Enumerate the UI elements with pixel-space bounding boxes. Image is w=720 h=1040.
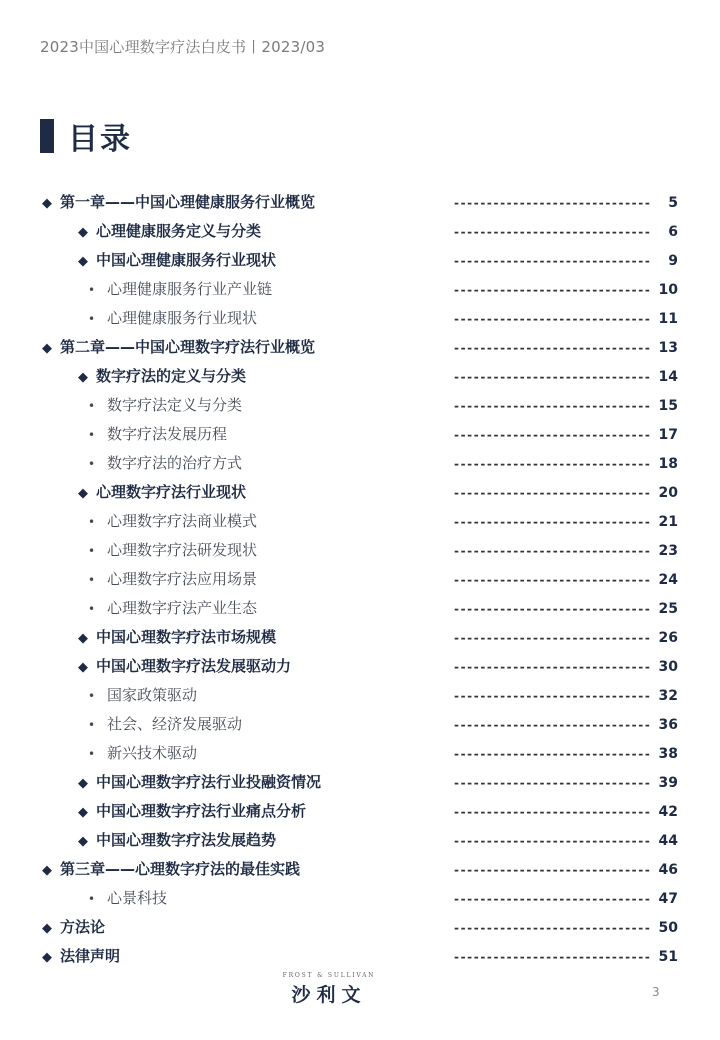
toc-entry[interactable] — [0, 768, 720, 797]
toc-entry[interactable] — [0, 594, 720, 623]
toc-leader-dashes: ------------------------------ — [454, 399, 652, 413]
bullet-icon: • — [88, 892, 96, 906]
toc-page-number: 50 — [658, 920, 678, 936]
toc-page-number: 23 — [658, 543, 678, 559]
bullet-icon: • — [88, 457, 96, 471]
toc-page-number: 32 — [658, 688, 678, 704]
toc-entry[interactable] — [0, 449, 720, 478]
toc-page-number: 44 — [658, 833, 678, 849]
toc-entry-label: 中国心理健康服务行业现状 — [96, 251, 277, 269]
toc-entry-label: 数字疗法的治疗方式 — [107, 454, 243, 472]
bullet-icon: • — [88, 515, 96, 529]
toc-entry[interactable] — [0, 797, 720, 826]
toc-entry-label-group — [42, 913, 105, 942]
toc-entry-label: 心理数字疗法产业生态 — [107, 599, 258, 617]
toc-entry-label: 社会、经济发展驱动 — [107, 715, 243, 733]
toc-page-number: 39 — [658, 775, 678, 791]
toc-page-number: 46 — [658, 862, 678, 878]
toc-entry-label: 新兴技术驱动 — [107, 744, 198, 762]
toc-page-number: 21 — [658, 514, 678, 530]
toc-leader-dashes: ------------------------------ — [454, 254, 652, 268]
bullet-icon: • — [88, 602, 96, 616]
toc-entry-label-group — [88, 681, 197, 710]
toc-entry-label: 心理数字疗法商业模式 — [107, 512, 258, 530]
diamond-icon: ◆ — [42, 950, 52, 965]
toc-entry-label: 心理健康服务行业现状 — [107, 309, 258, 327]
frost-sullivan-logo — [274, 972, 384, 1007]
toc-entry-label: 国家政策驱动 — [107, 686, 198, 704]
toc-entry-label-group — [88, 565, 257, 594]
toc-leader-dashes: ------------------------------ — [454, 428, 652, 442]
toc-entry-label-group — [42, 188, 315, 217]
bullet-icon: • — [88, 718, 96, 732]
toc-entry[interactable] — [0, 565, 720, 594]
toc-leader-dashes: ------------------------------ — [454, 892, 652, 906]
toc-leader-dashes: ------------------------------ — [454, 776, 652, 790]
toc-entry-label-group — [88, 594, 257, 623]
toc-leader-dashes: ------------------------------ — [454, 283, 652, 297]
toc-page-number: 17 — [658, 427, 678, 443]
toc-leader-dashes: ------------------------------ — [454, 631, 652, 645]
toc-page-number: 24 — [658, 572, 678, 588]
bullet-icon: • — [88, 312, 96, 326]
bullet-icon: • — [88, 428, 96, 442]
toc-entry-label: 心理数字疗法研发现状 — [107, 541, 258, 559]
toc-entry-label-group — [78, 797, 306, 826]
toc-entry-label-group — [78, 623, 276, 652]
toc-entry-label-group — [78, 362, 246, 391]
toc-leader-dashes: ------------------------------ — [454, 747, 652, 761]
diamond-icon: ◆ — [78, 776, 88, 791]
toc-entry[interactable] — [0, 391, 720, 420]
toc-entry-label-group — [88, 507, 257, 536]
toc-entry-label: 中国心理数字疗法行业痛点分析 — [96, 802, 307, 820]
toc-entry[interactable] — [0, 681, 720, 710]
toc-entry-label: 中国心理数字疗法行业投融资情况 — [96, 773, 322, 791]
toc-leader-dashes: ------------------------------ — [454, 863, 652, 877]
toc-entry[interactable] — [0, 739, 720, 768]
toc-entry-label-group — [88, 304, 257, 333]
toc-entry[interactable] — [0, 942, 720, 971]
toc-leader-dashes: ------------------------------ — [454, 515, 652, 529]
toc-entry-label: 数字疗法的定义与分类 — [96, 367, 247, 385]
page-number: 3 — [652, 985, 660, 999]
toc-entry-label: 法律声明 — [60, 947, 121, 965]
toc-page-number: 26 — [658, 630, 678, 646]
toc-entry-label-group — [88, 391, 242, 420]
toc-entry-label-group — [88, 449, 242, 478]
toc-page-number: 38 — [658, 746, 678, 762]
toc-page-number: 36 — [658, 717, 678, 733]
toc-leader-dashes: ------------------------------ — [454, 921, 652, 935]
toc-entry-label: 中国心理数字疗法发展趋势 — [96, 831, 277, 849]
toc-leader-dashes: ------------------------------ — [454, 196, 652, 210]
toc-leader-dashes: ------------------------------ — [454, 660, 652, 674]
toc-entry-label-group — [88, 884, 167, 913]
diamond-icon: ◆ — [42, 341, 52, 356]
toc-entry[interactable] — [0, 478, 720, 507]
toc-entry-label-group — [78, 652, 291, 681]
toc-leader-dashes: ------------------------------ — [454, 370, 652, 384]
toc-entry[interactable] — [0, 710, 720, 739]
toc-entry-label: 第二章——中国心理数字疗法行业概览 — [60, 338, 316, 356]
bullet-icon: • — [88, 283, 96, 297]
toc-entry[interactable] — [0, 188, 720, 217]
title-accent-bar — [40, 119, 54, 153]
toc-entry[interactable] — [0, 536, 720, 565]
toc-entry-label-group — [88, 420, 227, 449]
toc-leader-dashes: ------------------------------ — [454, 341, 652, 355]
toc-entry-label: 数字疗法定义与分类 — [107, 396, 243, 414]
toc-entry-label: 方法论 — [60, 918, 106, 936]
toc-entry[interactable] — [0, 246, 720, 275]
toc-page-number: 10 — [658, 282, 678, 298]
logo-english: FROST & SULLIVAN — [282, 972, 376, 979]
toc-entry[interactable] — [0, 507, 720, 536]
toc-entry-label: 中国心理数字疗法市场规模 — [96, 628, 277, 646]
toc-leader-dashes: ------------------------------ — [454, 486, 652, 500]
document-header: 2023中国心理数字疗法白皮书丨2023/03 — [40, 38, 326, 56]
toc-entry-label: 心理数字疗法行业现状 — [96, 483, 247, 501]
toc-leader-dashes: ------------------------------ — [454, 689, 652, 703]
toc-page-number: 47 — [658, 891, 678, 907]
toc-page-number: 15 — [658, 398, 678, 414]
toc-entry-label-group — [42, 855, 300, 884]
toc-entry[interactable] — [0, 217, 720, 246]
toc-entry-label: 中国心理数字疗法发展驱动力 — [96, 657, 292, 675]
toc-page-number: 13 — [658, 340, 678, 356]
toc-entry-label: 心理健康服务定义与分类 — [96, 222, 262, 240]
toc-leader-dashes: ------------------------------ — [454, 805, 652, 819]
logo-chinese: 沙利文 — [291, 984, 367, 1006]
toc-page-number: 9 — [668, 253, 678, 269]
toc-page-number: 51 — [658, 949, 678, 965]
toc-title-block — [40, 116, 132, 156]
toc-entry[interactable] — [0, 913, 720, 942]
toc-leader-dashes: ------------------------------ — [454, 950, 652, 964]
bullet-icon: • — [88, 544, 96, 558]
toc-entry[interactable] — [0, 333, 720, 362]
toc-entry-label: 心理健康服务行业产业链 — [107, 280, 273, 298]
toc-entry[interactable] — [0, 275, 720, 304]
toc-entry[interactable] — [0, 362, 720, 391]
toc-entry-label-group — [42, 333, 315, 362]
toc-leader-dashes: ------------------------------ — [454, 718, 652, 732]
diamond-icon: ◆ — [78, 254, 88, 269]
toc-leader-dashes: ------------------------------ — [454, 457, 652, 471]
toc-leader-dashes: ------------------------------ — [454, 602, 652, 616]
toc-entry-label-group — [78, 478, 246, 507]
toc-entry-label-group — [78, 768, 321, 797]
bullet-icon: • — [88, 573, 96, 587]
diamond-icon: ◆ — [78, 805, 88, 820]
toc-entry-label-group — [42, 942, 120, 971]
toc-entry-label: 第三章——心理数字疗法的最佳实践 — [60, 860, 301, 878]
toc-entry-label-group — [78, 826, 276, 855]
toc-entry-label: 第一章——中国心理健康服务行业概览 — [60, 193, 316, 211]
toc-entry[interactable] — [0, 884, 720, 913]
page-title: 目录 — [68, 122, 132, 157]
bullet-icon: • — [88, 747, 96, 761]
toc-leader-dashes: ------------------------------ — [454, 225, 652, 239]
toc-leader-dashes: ------------------------------ — [454, 544, 652, 558]
diamond-icon: ◆ — [78, 225, 88, 240]
toc-page-number: 6 — [668, 224, 678, 240]
toc-entry[interactable] — [0, 826, 720, 855]
diamond-icon: ◆ — [78, 631, 88, 646]
toc-leader-dashes: ------------------------------ — [454, 573, 652, 587]
diamond-icon: ◆ — [42, 863, 52, 878]
diamond-icon: ◆ — [42, 196, 52, 211]
toc-entry-label: 心理数字疗法应用场景 — [107, 570, 258, 588]
toc-page-number: 30 — [658, 659, 678, 675]
diamond-icon: ◆ — [78, 370, 88, 385]
toc-entry-label-group — [88, 536, 257, 565]
toc-entry[interactable] — [0, 623, 720, 652]
toc-leader-dashes: ------------------------------ — [454, 834, 652, 848]
toc-page-number: 42 — [658, 804, 678, 820]
toc-entry-label-group — [88, 275, 272, 304]
toc-page-number: 5 — [668, 195, 678, 211]
toc-page-number: 18 — [658, 456, 678, 472]
toc-page-number: 14 — [658, 369, 678, 385]
toc-entry-label: 心景科技 — [107, 889, 168, 907]
toc-entry[interactable] — [0, 855, 720, 884]
diamond-icon: ◆ — [78, 486, 88, 501]
toc-entry-label-group — [78, 246, 276, 275]
toc-entry-label-group — [88, 710, 242, 739]
toc-entry[interactable] — [0, 304, 720, 333]
bullet-icon: • — [88, 399, 96, 413]
toc-leader-dashes: ------------------------------ — [454, 312, 652, 326]
toc-entry[interactable] — [0, 652, 720, 681]
toc-page-number: 11 — [658, 311, 678, 327]
diamond-icon: ◆ — [42, 921, 52, 936]
toc-page-number: 25 — [658, 601, 678, 617]
toc-entry-label-group — [88, 739, 197, 768]
table-of-contents — [0, 188, 720, 971]
diamond-icon: ◆ — [78, 660, 88, 675]
bullet-icon: • — [88, 689, 96, 703]
toc-entry-label-group — [78, 217, 261, 246]
toc-entry[interactable] — [0, 420, 720, 449]
toc-page-number: 20 — [658, 485, 678, 501]
toc-entry-label: 数字疗法发展历程 — [107, 425, 228, 443]
diamond-icon: ◆ — [78, 834, 88, 849]
